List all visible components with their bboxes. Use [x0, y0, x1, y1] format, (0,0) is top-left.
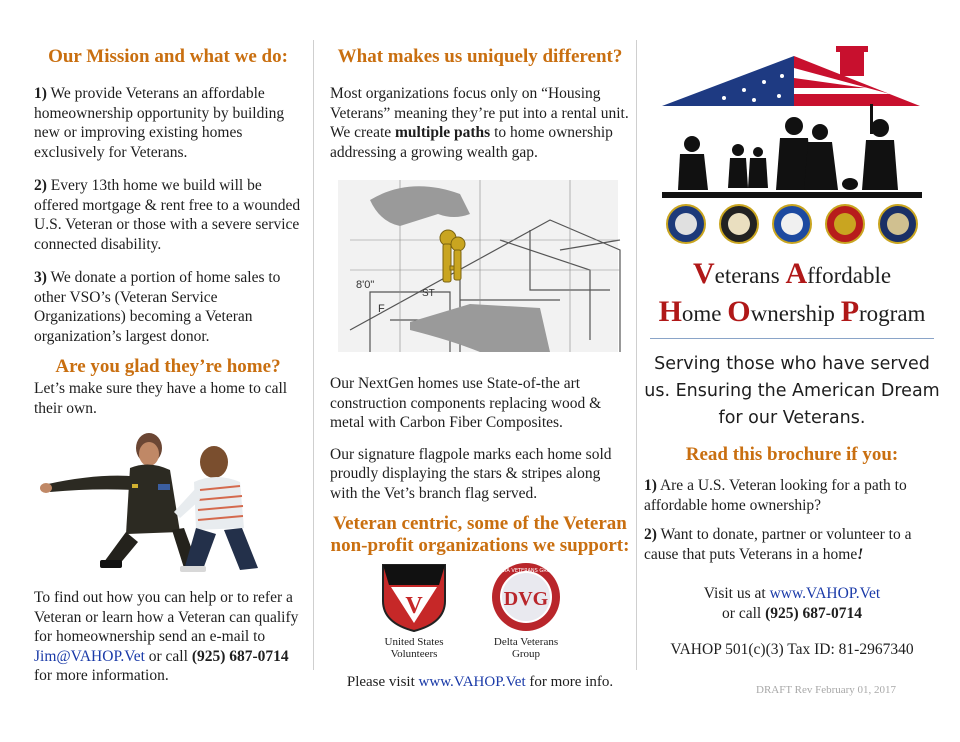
help-phone[interactable]: (925) 687-0714: [191, 647, 289, 665]
different-text-a: Most organizations focus only on “Housing Veterans” meaning they’re put into a rental unit. We create: [330, 85, 629, 141]
dvg-ring-text: DELTA VETERANS GROUP: [494, 568, 558, 574]
org-dvg-name-line1: Delta Veterans: [493, 636, 559, 648]
visit-us-link[interactable]: www.VAHOP.Vet: [769, 585, 881, 602]
mission-item-1-num: 1): [34, 85, 47, 102]
dvg-logo-letters: DVG: [503, 588, 549, 610]
read-item-2-num: 2): [644, 526, 657, 543]
different-text-b: to home ownership addressing a growing wealth gap.: [330, 124, 613, 161]
blueprint-dim-label: 8'0": [356, 279, 375, 291]
flag-roof-icon: [662, 46, 920, 106]
brand-word-wnership: wnership: [750, 301, 841, 326]
column-divider-2: [636, 40, 637, 670]
soldier-child-photo: [34, 424, 302, 574]
support-heading-line1: Veteran centric, some of the Veteran: [333, 513, 627, 534]
email-link[interactable]: Jim@VAHOP.Vet: [34, 647, 145, 665]
column-different: [330, 40, 630, 693]
column-brand: [644, 40, 940, 660]
org-logos: [330, 561, 630, 681]
brand-word-rogram: rogram: [859, 301, 926, 326]
different-heading: What makes us uniquely different?: [337, 46, 623, 67]
read-item-1-text: Are a U.S. Veteran looking for a path to affordable home ownership?: [644, 477, 907, 514]
read-item-2-text: Want to donate, partner or volunteer to a cause that puts Veterans in a home: [644, 526, 912, 563]
brand-word-ome: ome: [681, 301, 728, 326]
org-dvg: [484, 561, 568, 660]
flag-roof-family-illustration: [644, 40, 940, 250]
brand-initial-h: H: [658, 295, 682, 328]
glad-heading: Are you glad they’re home?: [55, 356, 281, 377]
visit-prefix: Please visit: [346, 674, 415, 690]
draft-revision-label: DRAFT Rev February 01, 2017: [756, 684, 897, 696]
brand-word-ffordable: ffordable: [807, 263, 892, 288]
different-text: [330, 84, 630, 162]
brand-initial-o: O: [727, 295, 751, 328]
visit-us-line1: [644, 584, 940, 604]
nextgen-text: Our NextGen homes use State-of-the art construction components replacing wood & metal with Carbon Fiber Composites.: [330, 375, 602, 431]
visit-us-line2: [644, 604, 940, 624]
brand-line-2: [644, 294, 940, 332]
support-heading: [330, 513, 630, 557]
glad-text: Let’s make sure they have a home to call their own.: [34, 380, 288, 417]
different-bold: multiple paths: [395, 124, 491, 141]
read-item-1: [644, 476, 940, 515]
column-mission: [34, 40, 302, 686]
flagpole-text: Our signature flagpole marks each home sold proudly displaying the stars & stripes along with the Vet’s branch flag served.: [330, 445, 612, 502]
mission-item-2: [34, 176, 302, 254]
mission-item-1-text: We provide Veterans an affordable homeownership opportunity by building new or improving existing homes exclusively for Veterans.: [34, 85, 285, 161]
brand-initial-v: V: [692, 257, 715, 290]
org-usv-name: [374, 636, 454, 660]
mission-item-3: [34, 268, 302, 346]
visit-suffix: for more info.: [529, 674, 614, 690]
family-silhouette-icon: [662, 104, 922, 198]
blueprint-room-st: ST: [422, 288, 435, 299]
read-item-2-excl: !: [857, 545, 864, 563]
mission-item-3-text: We donate a portion of home sales to other VSO’s (Veteran Service Organizations) becoming a Veteran organization’s largest donor.: [34, 269, 281, 345]
read-item-1-num: 1): [644, 477, 657, 494]
org-usv-name-line1: United States: [384, 636, 444, 648]
usv-logo-letter: V: [405, 593, 423, 619]
org-usv-name-line2: Volunteers: [390, 648, 438, 660]
org-usv: [374, 561, 454, 660]
brand-name: [644, 256, 940, 332]
tagline: Serving those who have served us. Ensuring the American Dream for our Veterans.: [644, 354, 940, 428]
org-dvg-name-line2: Group: [511, 648, 541, 660]
visit-us-call: or call: [722, 605, 762, 622]
visit-us-prefix: Visit us at: [703, 585, 766, 602]
tax-id: VAHOP 501(c)(3) Tax ID: 81-2967340: [670, 641, 914, 658]
help-text-main: To find out how you can help or to refer a Veteran or learn how a Veteran can qualify for homeownership send an e-mail to: [34, 589, 299, 645]
mission-item-3-num: 3): [34, 269, 47, 286]
blueprint-room-f: F: [378, 303, 385, 315]
dvg-seal-icon: [490, 561, 562, 633]
brand-initial-a: A: [785, 257, 808, 290]
read-heading: Read this brochure if you:: [685, 444, 899, 465]
mission-item-2-num: 2): [34, 177, 47, 194]
mission-item-2-text: Every 13th home we build will be offered mortgage & rent free to a wounded U.S. Veteran or those with a severe service connected disability.: [34, 177, 301, 253]
visit-us-phone[interactable]: (925) 687-0714: [765, 605, 862, 622]
help-tail: for more information.: [34, 667, 169, 684]
visit-us: [644, 584, 940, 624]
brand-line-1: [644, 256, 940, 294]
help-or-call: or call: [148, 647, 188, 665]
read-item-2: [644, 525, 940, 564]
usv-shield-icon: [379, 561, 449, 633]
brand-word-eterans: eterans: [714, 263, 786, 288]
military-seal-icon: [667, 205, 917, 243]
brand-initial-p: P: [840, 295, 860, 328]
mission-item-1: [34, 84, 302, 162]
brand-rule: [650, 338, 934, 339]
support-heading-line2: non-profit organizations we support:: [330, 535, 630, 556]
mission-heading: Our Mission and what we do:: [48, 46, 288, 67]
website-link[interactable]: www.VAHOP.Vet: [418, 674, 526, 690]
help-text: [34, 588, 302, 686]
blueprint-key-illustration: [330, 180, 630, 358]
org-dvg-name: [484, 636, 568, 660]
column-divider-1: [313, 40, 314, 670]
